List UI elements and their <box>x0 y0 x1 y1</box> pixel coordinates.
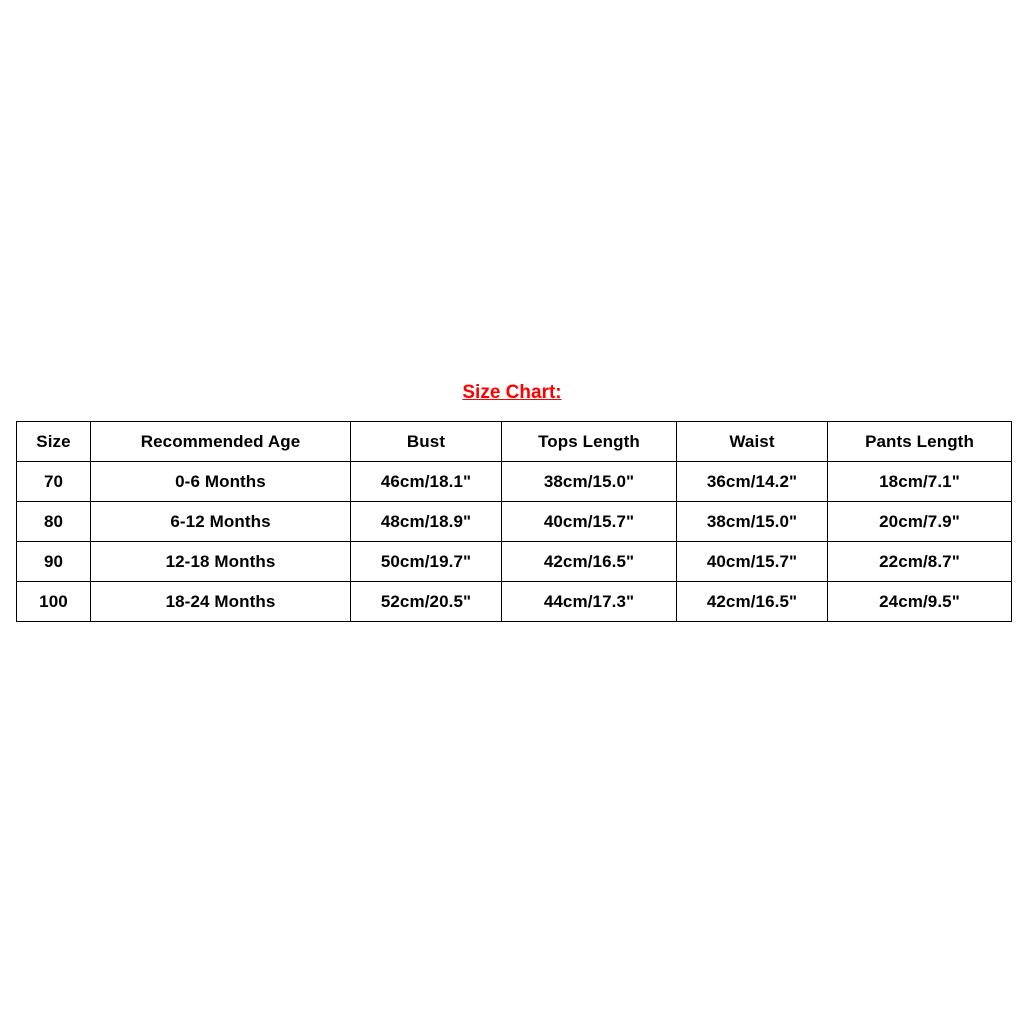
cell-bust: 52cm/20.5" <box>351 582 502 622</box>
cell-tops-length: 40cm/15.7" <box>502 502 677 542</box>
cell-size: 70 <box>17 462 91 502</box>
header-size: Size <box>17 422 91 462</box>
cell-pants-length: 22cm/8.7" <box>828 542 1012 582</box>
cell-bust: 48cm/18.9" <box>351 502 502 542</box>
cell-waist: 40cm/15.7" <box>677 542 828 582</box>
table-row <box>17 462 1012 502</box>
cell-tops-length: 42cm/16.5" <box>502 542 677 582</box>
table-header-row <box>17 422 1012 462</box>
cell-pants-length: 20cm/7.9" <box>828 502 1012 542</box>
cell-waist: 36cm/14.2" <box>677 462 828 502</box>
size-chart-table <box>16 421 1012 622</box>
cell-waist: 42cm/16.5" <box>677 582 828 622</box>
cell-size: 90 <box>17 542 91 582</box>
cell-pants-length: 18cm/7.1" <box>828 462 1012 502</box>
cell-recommended-age: 0-6 Months <box>91 462 351 502</box>
table-row <box>17 542 1012 582</box>
header-tops-length: Tops Length <box>502 422 677 462</box>
cell-recommended-age: 18-24 Months <box>91 582 351 622</box>
cell-bust: 46cm/18.1" <box>351 462 502 502</box>
header-waist: Waist <box>677 422 828 462</box>
header-recommended-age: Recommended Age <box>91 422 351 462</box>
size-chart-title: Size Chart: <box>462 382 562 403</box>
cell-recommended-age: 12-18 Months <box>91 542 351 582</box>
cell-recommended-age: 6-12 Months <box>91 502 351 542</box>
cell-bust: 50cm/19.7" <box>351 542 502 582</box>
cell-tops-length: 38cm/15.0" <box>502 462 677 502</box>
header-pants-length: Pants Length <box>828 422 1012 462</box>
header-bust: Bust <box>351 422 502 462</box>
cell-size: 80 <box>17 502 91 542</box>
table-row <box>17 502 1012 542</box>
cell-size: 100 <box>17 582 91 622</box>
cell-tops-length: 44cm/17.3" <box>502 582 677 622</box>
table-row <box>17 582 1012 622</box>
cell-waist: 38cm/15.0" <box>677 502 828 542</box>
cell-pants-length: 24cm/9.5" <box>828 582 1012 622</box>
